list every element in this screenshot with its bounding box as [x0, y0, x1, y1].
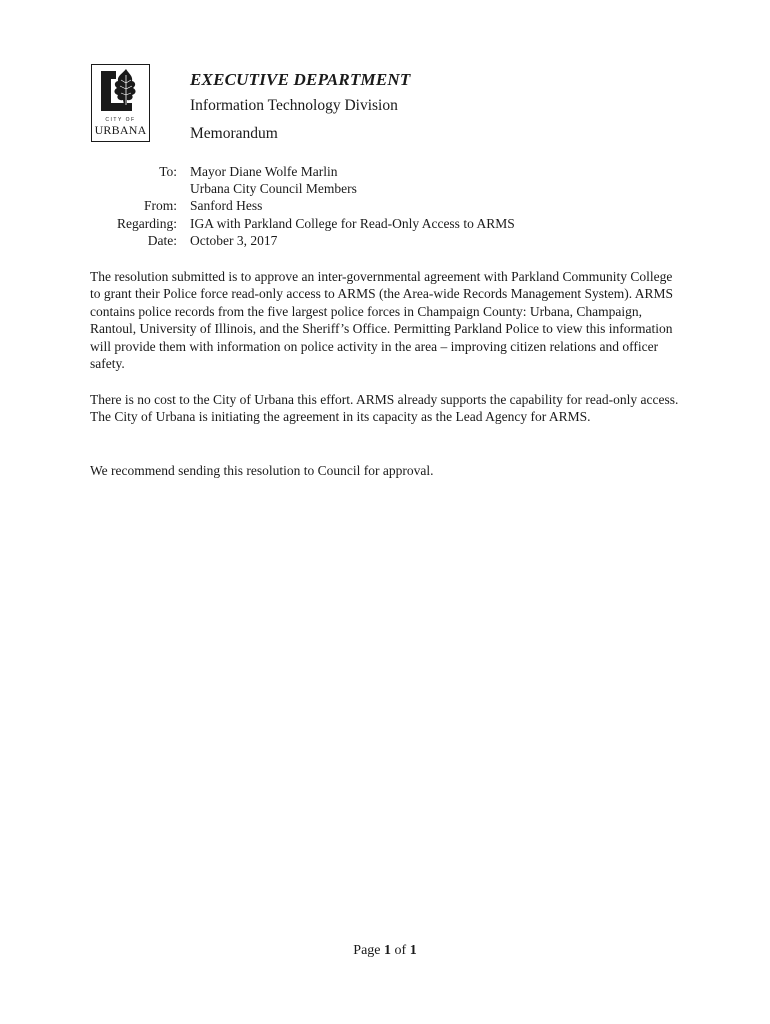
- page-word: Page: [353, 943, 381, 958]
- from-value: Sanford Hess: [190, 198, 263, 213]
- to-label: To:: [159, 164, 177, 179]
- regarding-value: IGA with Parkland College for Read-Only Access to ARMS: [190, 216, 515, 231]
- city-of-urbana-logo: [91, 64, 150, 142]
- body-paragraph-2: There is no cost to the City of Urbana this effort. ARMS already supports the capability for read-only access. The City of Urbana is initiating the agreement in its capacity as the Lead Agency for ARMS.: [90, 392, 679, 425]
- to-recipient-2: Urbana City Council Members: [190, 181, 357, 196]
- page-footer: [0, 943, 770, 959]
- date-value: October 3, 2017: [190, 233, 278, 248]
- division-heading: Information Technology Division: [190, 97, 398, 114]
- regarding-label: Regarding:: [117, 216, 177, 231]
- page-number: 1: [384, 943, 392, 958]
- leaf-emblem-icon: [92, 65, 148, 115]
- logo-city-text: CITY OF: [105, 117, 136, 123]
- from-label: From:: [143, 198, 177, 213]
- logo-name-text: URBANA: [94, 123, 147, 137]
- body-paragraph-1: The resolution submitted is to approve an inter-governmental agreement with Parkland Community College to grant their Police force read-only access to ARMS (the Area-wide Records Management System). ARMS contains police records from the five largest police forces in Champaign County: Urbana, Champaign, Rantoul, University of Illinois, and the Sheriff’s Office. Permitting Parkland Police to view this information will provide them with information on police activity in the area – improving citizen relations and officer safety.: [90, 269, 673, 372]
- to-recipient-1: Mayor Diane Wolfe Marlin: [190, 164, 338, 179]
- date-label: Date:: [147, 233, 177, 248]
- page-total: 1: [409, 943, 417, 958]
- body-paragraph-3: We recommend sending this resolution to Council for approval.: [90, 463, 434, 478]
- department-heading: EXECUTIVE DEPARTMENT: [190, 70, 411, 89]
- of-word: of: [394, 943, 407, 958]
- document-type: Memorandum: [190, 125, 278, 142]
